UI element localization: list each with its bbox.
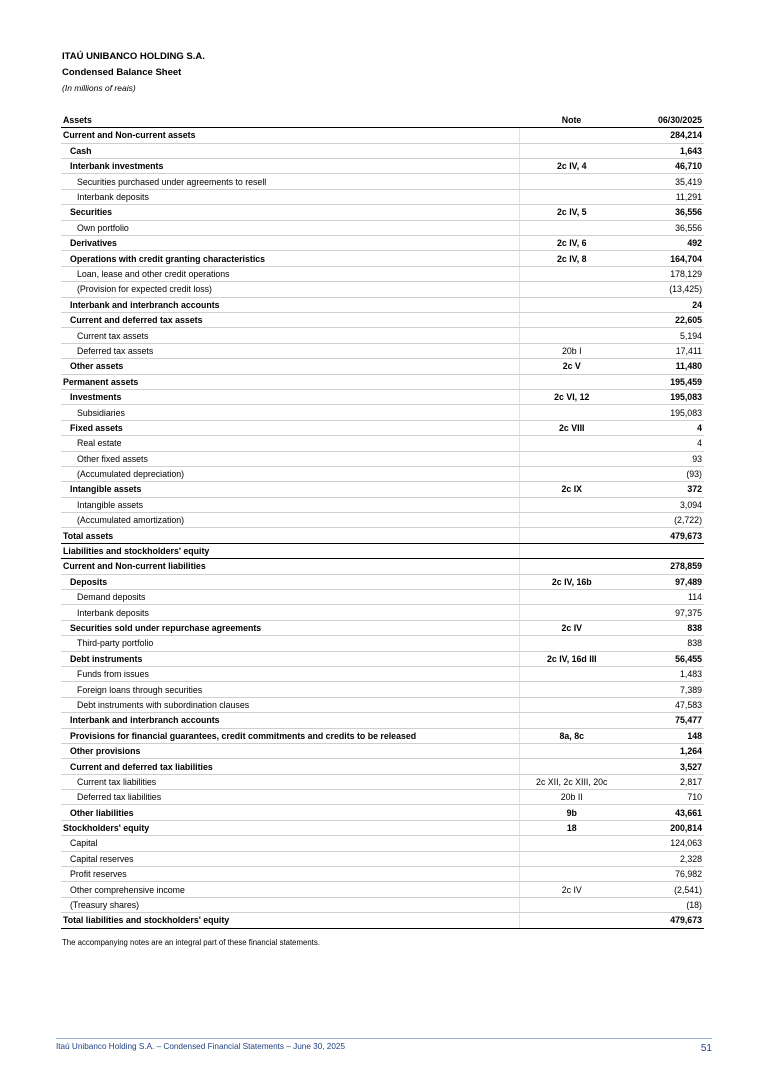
row-label: Liabilities and stockholders' equity [61, 543, 519, 558]
row-value: 46,710 [624, 159, 704, 174]
row-value: 36,556 [624, 205, 704, 220]
table-row [61, 620, 704, 635]
row-label: Interbank and interbranch accounts [61, 297, 519, 312]
row-label: Investments [61, 389, 519, 404]
row-note [519, 328, 624, 343]
footer-text: Itaú Unibanco Holding S.A. – Condensed Financial Statements – June 30, 2025 [56, 1042, 346, 1051]
row-label: Interbank investments [61, 159, 519, 174]
row-note: 18 [519, 820, 624, 835]
row-label: Capital reserves [61, 851, 519, 866]
row-label: Other liabilities [61, 805, 519, 820]
row-label: Capital [61, 836, 519, 851]
row-value: (13,425) [624, 282, 704, 297]
table-row [61, 312, 704, 327]
row-value: 114 [624, 590, 704, 605]
row-value: 97,489 [624, 574, 704, 589]
row-label: Intangible assets [61, 497, 519, 512]
row-note [519, 497, 624, 512]
row-label: Real estate [61, 436, 519, 451]
row-note [519, 528, 624, 543]
table-row [61, 389, 704, 404]
row-label: Demand deposits [61, 590, 519, 605]
row-value: 372 [624, 482, 704, 497]
row-note [519, 220, 624, 235]
row-value: 195,083 [624, 405, 704, 420]
row-label: Intangible assets [61, 482, 519, 497]
row-label: Current and deferred tax liabilities [61, 759, 519, 774]
table-row [61, 867, 704, 882]
row-note: 2c V [519, 359, 624, 374]
row-label: Current and Non-current liabilities [61, 559, 519, 574]
row-label: Interbank and interbranch accounts [61, 713, 519, 728]
table-row [61, 420, 704, 435]
row-note [519, 143, 624, 158]
table-row [61, 297, 704, 312]
row-label: Current and deferred tax assets [61, 312, 519, 327]
row-label: Fixed assets [61, 420, 519, 435]
table-row [61, 220, 704, 235]
row-value: 2,817 [624, 774, 704, 789]
row-value: (93) [624, 466, 704, 481]
row-label: Other provisions [61, 743, 519, 758]
row-note [519, 605, 624, 620]
row-value: 36,556 [624, 220, 704, 235]
row-note [519, 697, 624, 712]
table-row [61, 836, 704, 851]
row-note [519, 543, 624, 558]
row-note: 2c IV, 6 [519, 236, 624, 251]
row-value: 7,389 [624, 682, 704, 697]
row-note [519, 713, 624, 728]
table-row [61, 574, 704, 589]
row-label: Interbank deposits [61, 605, 519, 620]
table-row [61, 236, 704, 251]
total-assets-row [61, 528, 704, 543]
row-note [519, 466, 624, 481]
row-label: Deposits [61, 574, 519, 589]
row-value: 24 [624, 297, 704, 312]
row-note [519, 836, 624, 851]
row-label: Interbank deposits [61, 189, 519, 204]
total-liabilities-row [61, 913, 704, 928]
row-value: 75,477 [624, 713, 704, 728]
row-label: Foreign loans through securities [61, 682, 519, 697]
row-note: 2c XII, 2c XIII, 20c [519, 774, 624, 789]
row-note: 2c VIII [519, 420, 624, 435]
row-label: (Treasury shares) [61, 897, 519, 912]
row-note [519, 682, 624, 697]
row-note [519, 128, 624, 143]
liabilities-section-header [61, 543, 704, 558]
row-label: Debt instruments [61, 651, 519, 666]
row-note [519, 266, 624, 281]
table-row [61, 143, 704, 158]
table-row [61, 897, 704, 912]
row-note [519, 189, 624, 204]
row-label: Operations with credit granting characteristics [61, 251, 519, 266]
row-value [624, 543, 704, 558]
row-value: 3,527 [624, 759, 704, 774]
table-row [61, 882, 704, 897]
row-note: 20b II [519, 790, 624, 805]
row-value: 93 [624, 451, 704, 466]
table-row [61, 497, 704, 512]
row-label: Permanent assets [61, 374, 519, 389]
row-note [519, 666, 624, 681]
footer-rule [56, 1038, 712, 1039]
row-note [519, 636, 624, 651]
table-row [61, 205, 704, 220]
table-row [61, 482, 704, 497]
table-header-row [61, 112, 704, 128]
table-row [61, 559, 704, 574]
table-row [61, 774, 704, 789]
row-value: (2,722) [624, 513, 704, 528]
row-value: 4 [624, 420, 704, 435]
table-row [61, 174, 704, 189]
row-value: 5,194 [624, 328, 704, 343]
row-label: Current tax assets [61, 328, 519, 343]
row-note [519, 913, 624, 928]
table-row [61, 697, 704, 712]
row-value: 178,129 [624, 266, 704, 281]
table-row [61, 728, 704, 743]
table-row [61, 374, 704, 389]
table-row [61, 759, 704, 774]
row-note: 2c IV, 8 [519, 251, 624, 266]
row-note: 2c IV [519, 620, 624, 635]
row-value: 1,483 [624, 666, 704, 681]
header-assets: Assets [61, 112, 519, 128]
row-value: 278,859 [624, 559, 704, 574]
row-value: 1,264 [624, 743, 704, 758]
row-label: Current and Non-current assets [61, 128, 519, 143]
row-note: 2c VI, 12 [519, 389, 624, 404]
row-value: 76,982 [624, 867, 704, 882]
row-label: Provisions for financial guarantees, credit commitments and credits to be released [61, 728, 519, 743]
row-label: (Accumulated amortization) [61, 513, 519, 528]
row-label: Profit reserves [61, 867, 519, 882]
row-note: 20b I [519, 343, 624, 358]
statement-title: Condensed Balance Sheet [62, 67, 182, 78]
table-row [61, 328, 704, 343]
row-note: 2c IV, 16b [519, 574, 624, 589]
row-label: Current tax liabilities [61, 774, 519, 789]
row-note: 8a, 8c [519, 728, 624, 743]
row-note [519, 312, 624, 327]
row-value: (2,541) [624, 882, 704, 897]
row-value: 47,583 [624, 697, 704, 712]
row-value: 1,643 [624, 143, 704, 158]
row-note [519, 743, 624, 758]
row-label: Own portfolio [61, 220, 519, 235]
row-value: 35,419 [624, 174, 704, 189]
row-note [519, 451, 624, 466]
table-row [61, 359, 704, 374]
header-note: Note [519, 112, 624, 128]
row-label: (Provision for expected credit loss) [61, 282, 519, 297]
row-value: 4 [624, 436, 704, 451]
row-note [519, 436, 624, 451]
table-row [61, 451, 704, 466]
row-value: 710 [624, 790, 704, 805]
row-value: 11,480 [624, 359, 704, 374]
row-note: 2c IV, 16d III [519, 651, 624, 666]
row-label: Other assets [61, 359, 519, 374]
row-label: Deferred tax assets [61, 343, 519, 358]
footnote: The accompanying notes are an integral part of these financial statements. [62, 938, 320, 947]
table-row [61, 466, 704, 481]
row-label: Other comprehensive income [61, 882, 519, 897]
row-label: Total liabilities and stockholders' equity [61, 913, 519, 928]
company-name: ITAÚ UNIBANCO HOLDING S.A. [62, 51, 205, 62]
table-row [61, 128, 704, 143]
table-row [61, 189, 704, 204]
table-row [61, 343, 704, 358]
row-value: 838 [624, 620, 704, 635]
table-row [61, 266, 704, 281]
row-label: Other fixed assets [61, 451, 519, 466]
row-note: 2c IV, 4 [519, 159, 624, 174]
row-value: 164,704 [624, 251, 704, 266]
row-note [519, 867, 624, 882]
row-value: 492 [624, 236, 704, 251]
row-label: Securities [61, 205, 519, 220]
row-label: Cash [61, 143, 519, 158]
row-label: Debt instruments with subordination clauses [61, 697, 519, 712]
row-label: Funds from issues [61, 666, 519, 681]
row-label: Stockholders' equity [61, 820, 519, 835]
row-value: 148 [624, 728, 704, 743]
row-note [519, 897, 624, 912]
row-value: 3,094 [624, 497, 704, 512]
row-note [519, 297, 624, 312]
row-value: 838 [624, 636, 704, 651]
table-row [61, 790, 704, 805]
table-row [61, 159, 704, 174]
table-row [61, 605, 704, 620]
row-note [519, 851, 624, 866]
table-row [61, 743, 704, 758]
row-note [519, 174, 624, 189]
table-row [61, 590, 704, 605]
row-note [519, 590, 624, 605]
row-label: Securities purchased under agreements to resell [61, 174, 519, 189]
row-note: 9b [519, 805, 624, 820]
row-note: 2c IX [519, 482, 624, 497]
table-row [61, 436, 704, 451]
row-label: Deferred tax liabilities [61, 790, 519, 805]
row-value: (18) [624, 897, 704, 912]
table-row [61, 513, 704, 528]
table-row [61, 282, 704, 297]
table-row [61, 805, 704, 820]
row-note [519, 374, 624, 389]
row-value: 195,459 [624, 374, 704, 389]
unit-note: (In millions of reais) [62, 83, 136, 93]
table-row [61, 851, 704, 866]
row-value: 479,673 [624, 528, 704, 543]
table-row [61, 820, 704, 835]
row-label: Derivatives [61, 236, 519, 251]
row-note [519, 759, 624, 774]
table-row [61, 682, 704, 697]
row-value: 97,375 [624, 605, 704, 620]
row-label: Loan, lease and other credit operations [61, 266, 519, 281]
row-label: Third-party portfolio [61, 636, 519, 651]
table-row [61, 666, 704, 681]
row-note [519, 513, 624, 528]
row-value: 479,673 [624, 913, 704, 928]
row-note [519, 405, 624, 420]
row-note [519, 559, 624, 574]
row-label: Total assets [61, 528, 519, 543]
header-date: 06/30/2025 [624, 112, 704, 128]
row-value: 17,411 [624, 343, 704, 358]
row-value: 195,083 [624, 389, 704, 404]
row-label: Securities sold under repurchase agreements [61, 620, 519, 635]
table-row [61, 651, 704, 666]
row-label: Subsidiaries [61, 405, 519, 420]
page-number: 51 [700, 1043, 712, 1054]
row-value: 2,328 [624, 851, 704, 866]
row-note [519, 282, 624, 297]
row-value: 200,814 [624, 820, 704, 835]
row-value: 43,661 [624, 805, 704, 820]
row-value: 11,291 [624, 189, 704, 204]
table-row [61, 713, 704, 728]
table-row [61, 251, 704, 266]
row-note: 2c IV [519, 882, 624, 897]
row-value: 22,605 [624, 312, 704, 327]
balance-sheet-table [61, 112, 704, 929]
row-value: 124,063 [624, 836, 704, 851]
table-row [61, 636, 704, 651]
row-note: 2c IV, 5 [519, 205, 624, 220]
row-value: 284,214 [624, 128, 704, 143]
table-row [61, 405, 704, 420]
row-label: (Accumulated depreciation) [61, 466, 519, 481]
row-value: 56,455 [624, 651, 704, 666]
